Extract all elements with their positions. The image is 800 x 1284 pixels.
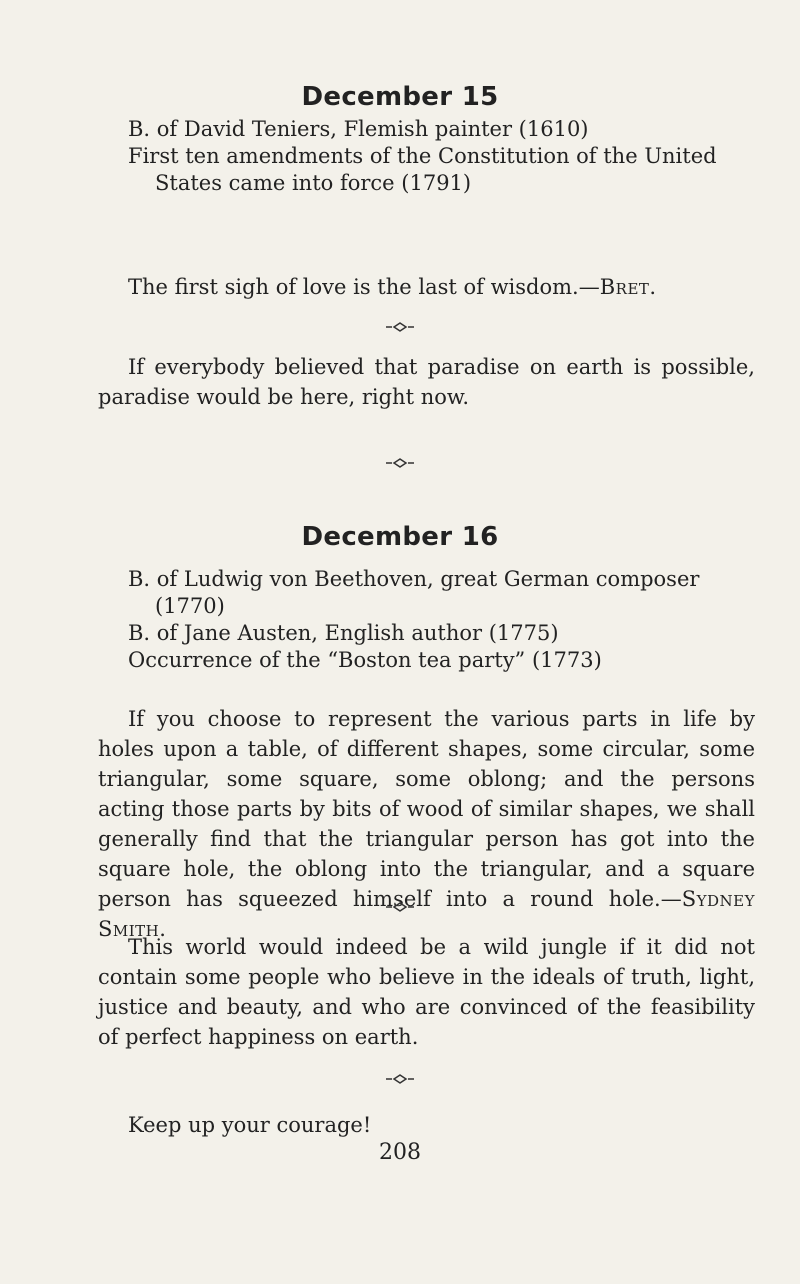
section-title-dec-15: December 15 [301, 82, 499, 112]
entry-boston-tea-party: Occurrence of the “Boston tea party” (1773) [128, 648, 602, 672]
entry-austen: B. of Jane Austen, English author (1775) [128, 621, 559, 645]
quote-author: Sydney Smith. [98, 887, 755, 941]
quote-paradise [98, 352, 755, 412]
entry-teniers: B. of David Teniers, Flemish painter (1610) [128, 117, 589, 141]
dec-16-entries [128, 566, 755, 674]
quote-text: If everybody believed that paradise on earth is possible, paradise would be here, right now. [98, 355, 755, 409]
ornament-divider-icon [386, 902, 414, 912]
quote-wild-jungle [98, 932, 755, 1052]
entry-constitution-amendments: First ten amendments of the Constitution of the United States came into force (1791) [128, 144, 717, 195]
quote-sydney-smith [98, 704, 755, 944]
entry-beethoven: B. of Ludwig von Beethoven, great German composer (1770) [128, 567, 700, 618]
quote-text: Keep up your courage! [128, 1113, 372, 1137]
ornament-divider-icon [386, 1074, 414, 1084]
quote-courage [98, 1110, 755, 1140]
quote-bret [98, 272, 755, 302]
ornament-divider-icon [386, 322, 414, 332]
quote-text: This world would indeed be a wild jungle if it did not contain some people who believe in the ideals of truth, light, justice and beauty, and who are convinced of the feasibility of perfect happiness on earth. [98, 935, 755, 1049]
ornament-divider-icon [386, 458, 414, 468]
page-number: 208 [379, 1140, 421, 1165]
quote-text: The first sigh of love is the last of wisdom.— [128, 275, 600, 299]
quote-text: If you choose to represent the various parts in life by holes upon a table, of different shapes, some circular, some triangular, some square, some oblong; and the persons acting those parts by bits of wood of similar shapes, we shall generally find that the triangular person has got into the square hole, the oblong into the triangular, and a square person has squeezed himself into a round hole.— [98, 707, 755, 911]
section-title-dec-16: December 16 [301, 522, 499, 552]
dec-15-entries [128, 116, 755, 197]
quote-author: Bret. [599, 275, 657, 299]
